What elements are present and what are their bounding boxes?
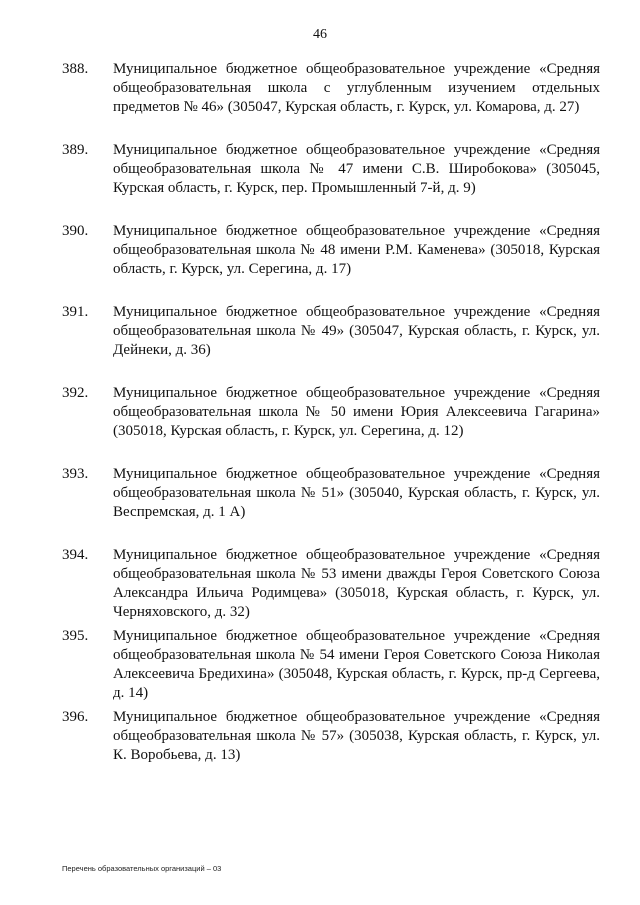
entry-number: 396.: [62, 709, 89, 725]
list-item: [0, 301, 640, 382]
entry-text: Муниципальное бюджетное общеобразовательное учреждение «Средняя общеобразовательная школа с углубленным изучением отдельных предметов № 46» (305047, Курская область, г. Курск, ул. Комарова, д. 27): [113, 61, 600, 115]
list-item: [0, 382, 640, 463]
entry-text: Муниципальное бюджетное общеобразовательное учреждение «Средняя общеобразовательная школа № 49» (305047, Курская область, г. Курск, ул. Дейнеки, д. 36): [113, 304, 600, 358]
list-item: [0, 544, 640, 625]
footer-text: Перечень образовательных организаций – 03: [62, 864, 222, 873]
entries-list: [0, 58, 640, 787]
entry-text: Муниципальное бюджетное общеобразовательное учреждение «Средняя общеобразовательная школа № 48 имени Р.М. Каменева» (305018, Курская область, г. Курск, ул. Серегина, д. 17): [113, 223, 600, 277]
entry-text: Муниципальное бюджетное общеобразовательное учреждение «Средняя общеобразовательная школа № 53 имени дважды Героя Советского Союза Александра Ильича Родимцева» (305018, Курская область, г. Курск, ул. Черняховского, д. 32): [113, 547, 600, 620]
entry-number: 394.: [62, 547, 89, 563]
list-item: [0, 220, 640, 301]
entry-number: 388.: [62, 61, 89, 77]
entry-text: Муниципальное бюджетное общеобразовательное учреждение «Средняя общеобразовательная школа № 57» (305038, Курская область, г. Курск, ул. К. Воробьева, д. 13): [113, 709, 600, 763]
list-item: [0, 706, 640, 787]
list-item: [0, 463, 640, 544]
entry-text: Муниципальное бюджетное общеобразовательное учреждение «Средняя общеобразовательная школа № 47 имени С.В. Широбокова» (305045, Курская область, г. Курск, пер. Промышленный 7-й, д. 9): [113, 142, 600, 196]
entry-number: 391.: [62, 304, 89, 320]
entry-number: 393.: [62, 466, 89, 482]
list-item: [0, 625, 640, 706]
entry-text: Муниципальное бюджетное общеобразовательное учреждение «Средняя общеобразовательная школа № 50 имени Юрия Алексеевича Гагарина» (305018, Курская область, г. Курск, ул. Серегина, д. 12): [113, 385, 600, 439]
entry-number: 392.: [62, 385, 89, 401]
list-item: [0, 58, 640, 139]
entry-text: Муниципальное бюджетное общеобразовательное учреждение «Средняя общеобразовательная школа № 54 имени Героя Советского Союза Николая Алексеевича Бредихина» (305048, Курская область, г. Курск, пр-д Сергеева, д. 14): [113, 628, 600, 701]
entry-text: Муниципальное бюджетное общеобразовательное учреждение «Средняя общеобразовательная школа № 51» (305040, Курская область, г. Курск, ул. Веспремская, д. 1 А): [113, 466, 600, 520]
list-item: [0, 139, 640, 220]
entry-number: 390.: [62, 223, 89, 239]
entry-number: 395.: [62, 628, 89, 644]
page-number: 46: [313, 27, 327, 42]
entry-number: 389.: [62, 142, 89, 158]
